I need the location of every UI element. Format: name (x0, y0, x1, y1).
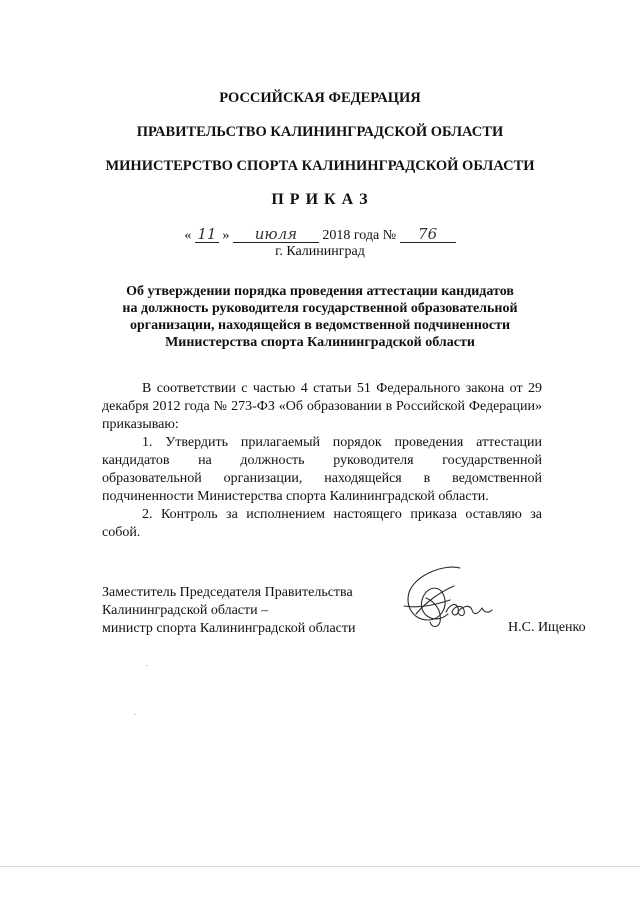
order-body (102, 380, 542, 542)
document-type-heading: П Р И К А З (271, 191, 369, 208)
government-heading: ПРАВИТЕЛЬСТВО КАЛИНИНГРАДСКОЙ ОБЛАСТИ (136, 124, 504, 140)
scan-speck (134, 714, 136, 715)
country-heading: РОССИЙСКАЯ ФЕДЕРАЦИЯ (219, 90, 421, 106)
title-line: Министерства спорта Калининградской области (165, 335, 475, 350)
scan-speck (146, 665, 148, 666)
body-item-2: 2. Контроль за исполнением настоящего приказа оставляю за собой. (102, 507, 542, 540)
close-quote: » (222, 228, 230, 243)
order-date-line (0, 226, 640, 244)
order-month: июля (233, 226, 319, 243)
ministry-heading: МИНИСТЕРСТВО СПОРТА КАЛИНИНГРАДСКОЙ ОБЛАСТИ (105, 158, 535, 174)
body-item-1: 1. Утвердить прилагаемый порядок проведения аттестации кандидатов на должность руководителя государственной образовательной организации, находящейся в ведомственной подчиненности Министерства спорта Калининградской области. (102, 435, 542, 504)
signatory-name: Н.С. Ищенко (508, 620, 586, 635)
order-number: 76 (400, 226, 456, 243)
order-day: 11 (195, 226, 219, 243)
signatory-line: министр спорта Калининградской области (102, 621, 356, 636)
handwritten-signature (396, 562, 496, 634)
page-edge-line (0, 866, 640, 867)
order-city: г. Калининград (275, 244, 365, 259)
order-year-text: 2018 года № (322, 228, 397, 243)
body-intro: В соответствии с частью 4 статьи 51 Федерального закона от 29 декабря 2012 года № 273-ФЗ «Об образовании в Российской Федерации» приказываю: (102, 381, 542, 432)
signatory-line: Калининградской области – (102, 603, 269, 618)
title-line: на должность руководителя государственной образовательной (122, 301, 518, 316)
order-title (120, 283, 520, 351)
title-line: Об утверждении порядка проведения аттестации кандидатов (126, 284, 514, 299)
title-line: организации, находящейся в ведомственной подчиненности (129, 318, 511, 333)
signatory-title (102, 584, 355, 638)
signatory-line: Заместитель Председателя Правительства (102, 585, 353, 600)
open-quote: « (184, 228, 192, 243)
